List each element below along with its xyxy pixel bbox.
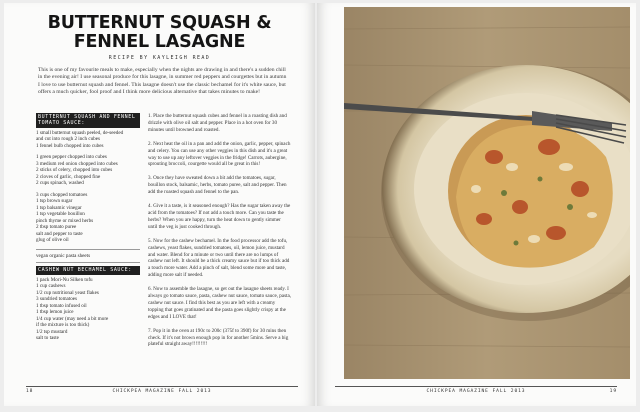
ingredient-line: 1/4 cup water (may need a bit more <box>36 315 109 322</box>
ingredient-line: 1 cup cashews <box>36 283 66 290</box>
method-step: 7. Pop it in the oven at 190c to 200c (375f to 390f) for 30 mins then check. If it's not brown enough pop in for another 5mins. Serve a big plateful straight away!!!!!!!!! <box>148 327 289 348</box>
title-line-1: BUTTERNUT SQUASH & <box>47 13 272 33</box>
ingredient-line: 2 sticks of celery, chopped into cubes <box>36 167 113 174</box>
method-step: 1. Place the butternut squash cubes and fennel in a roasting dish and drizzle with olive oil salt and pepper. Place in a hot oven for 30 minutes until browned and roasted. <box>148 113 287 133</box>
ingredient-line: 3 cups chopped tomatoes <box>36 191 88 198</box>
ingredient-line: 3 medium red onion chopped into cubes <box>36 160 118 167</box>
ingredient-group-4 <box>36 277 140 342</box>
divider <box>36 262 140 263</box>
page-number: 18 <box>26 389 34 394</box>
lasagne-photo <box>344 7 630 379</box>
section-heading-tomato-sauce: BUTTERNUT SQUASH AND FENNEL TOMATO SAUCE: <box>36 113 140 128</box>
magazine-name: CHICKPEA MAGAZINE FALL 2013 <box>426 389 526 394</box>
ingredient-line: 3 sundried tomatoes <box>36 296 78 303</box>
ingredient-line: salt and pepper to taste <box>36 230 83 237</box>
ingredient-line: 1 tbsp tomato infused oil <box>36 302 87 309</box>
method-step: 5. Now for the cashew bechamel. In the food processor add the tofu, cashews, yeast flakes, sundried tomatoes, oil, lemon juice, mustard and water. Blend for a minute or two until there are no lumps of cashew nut left. It should be a thick creamy sauce but if too thick add a touch more water. Add a pinch of salt, blend some more and taste, adding more salt if needed. <box>148 237 290 279</box>
recipe-title <box>34 14 285 52</box>
ingredient-line: 1 tbsp lemon juice <box>36 309 74 316</box>
ingredient-group-1 <box>36 130 140 150</box>
divider <box>36 249 140 250</box>
ingredient-line: 1/2 tsp mustard <box>36 328 68 335</box>
method-step: 4. Give it a taste, is it seasoned enough? Has the sugar taken away the acid from the tomatoes? If not add a touch more. Can you taste the herbs? When you are happy, turn the heat down to gently simmer until the veg is just cooked through. <box>148 203 291 230</box>
footer-rule <box>335 386 617 387</box>
ingredient-line: 1 tsp vegetable bouillon <box>36 211 85 218</box>
ingredient-group-3 <box>36 192 140 244</box>
ingredient-line: 1 fennel bulb chopped into cubes <box>36 142 104 149</box>
ingredient-line: 2 cloves of garlic, chopped fine <box>36 173 101 180</box>
lasagne-plate-image <box>344 7 630 379</box>
section-heading-bechamel: CASHEW NUT BECHAMEL SAUCE: <box>36 266 140 274</box>
ingredient-line: salt to taste <box>36 335 59 342</box>
right-page <box>317 3 636 406</box>
ingredient-line: if the mixture is too thick) <box>36 322 90 329</box>
magazine-name: CHICKPEA MAGAZINE FALL 2013 <box>112 389 212 394</box>
byline: RECIPE BY KAYLEIGH READ <box>108 55 211 61</box>
ingredient-line: 1 small butternut squash peeled, de-seeded <box>36 129 124 136</box>
intro-paragraph: This is one of my favourite meals to make, especially when the nights are drawing in and there's a sudden chill in the evening air! I use seasonal produce for this lasagne, in summer red peppers and courgettes but in autumn I love to use butternut squash and fennel. This lasagne doesn't use the classic bechamel for it's white sauce, but offers a much quicker, fool proof and I think more delicious alternative that takes minutes to make! <box>38 67 287 96</box>
ingredient-line: 1/2 cup nutritional yeast flakes <box>36 289 99 296</box>
ingredient-line: 2 cups spinach, washed <box>36 180 84 187</box>
page-footer <box>335 389 617 397</box>
ingredient-group-2 <box>36 154 140 187</box>
ingredient-line: 1 tsp brown sugar <box>36 198 73 205</box>
ingredient-line: glug of olive oil <box>36 237 69 244</box>
pasta-line: vegan organic pasta sheets <box>36 252 91 259</box>
ingredient-line: and cut into rough 2 inch cubes <box>36 136 100 143</box>
ingredients-column <box>36 113 140 347</box>
left-page <box>4 3 315 406</box>
page-number: 19 <box>609 389 617 394</box>
method-column <box>148 113 291 355</box>
page-footer <box>26 389 298 397</box>
ingredient-line: pinch thyme or mixed herbs <box>36 217 94 224</box>
ingredient-line: 1 pack Mori-Nu Silken tofu <box>36 276 93 283</box>
ingredient-line: 1 tsp balsamic vinegar <box>36 204 82 211</box>
method-step: 3. Once they have sweated down a bit add the tomatoes, sugar, bouillon stock, balsamic, herbs, tomato puree, salt and pepper. Then add the roasted squash and fennel to the pan. <box>148 175 287 196</box>
title-line-2: FENNEL LASAGNE <box>73 32 246 52</box>
method-step: 6. Now to assemble the lasagne, so get out the lasagne sheets ready. I always go tomato sauce, pasta, cashew nut sauce, tomato sauce, pasta, cashew nut sauce. I find this best as you are left with a creamy topping that goes gratinated and the pasta goes slightly crispy at the edges and I LOVE that! <box>148 286 292 320</box>
method-step: 2. Next heat the oil in a pan and add the onion, garlic, pepper, spinach and celery. You can use any other veggies in this dish and it's a great way to use up any leftover veggies in the fridge! Carrots, aubergine, sprouting broccoli, courgette would all be great in this! <box>148 140 291 168</box>
ingredient-line: 1 green pepper chopped into cubes <box>36 154 107 161</box>
footer-rule <box>26 386 298 387</box>
ingredient-line: 2 tbsp tomato puree <box>36 224 77 231</box>
